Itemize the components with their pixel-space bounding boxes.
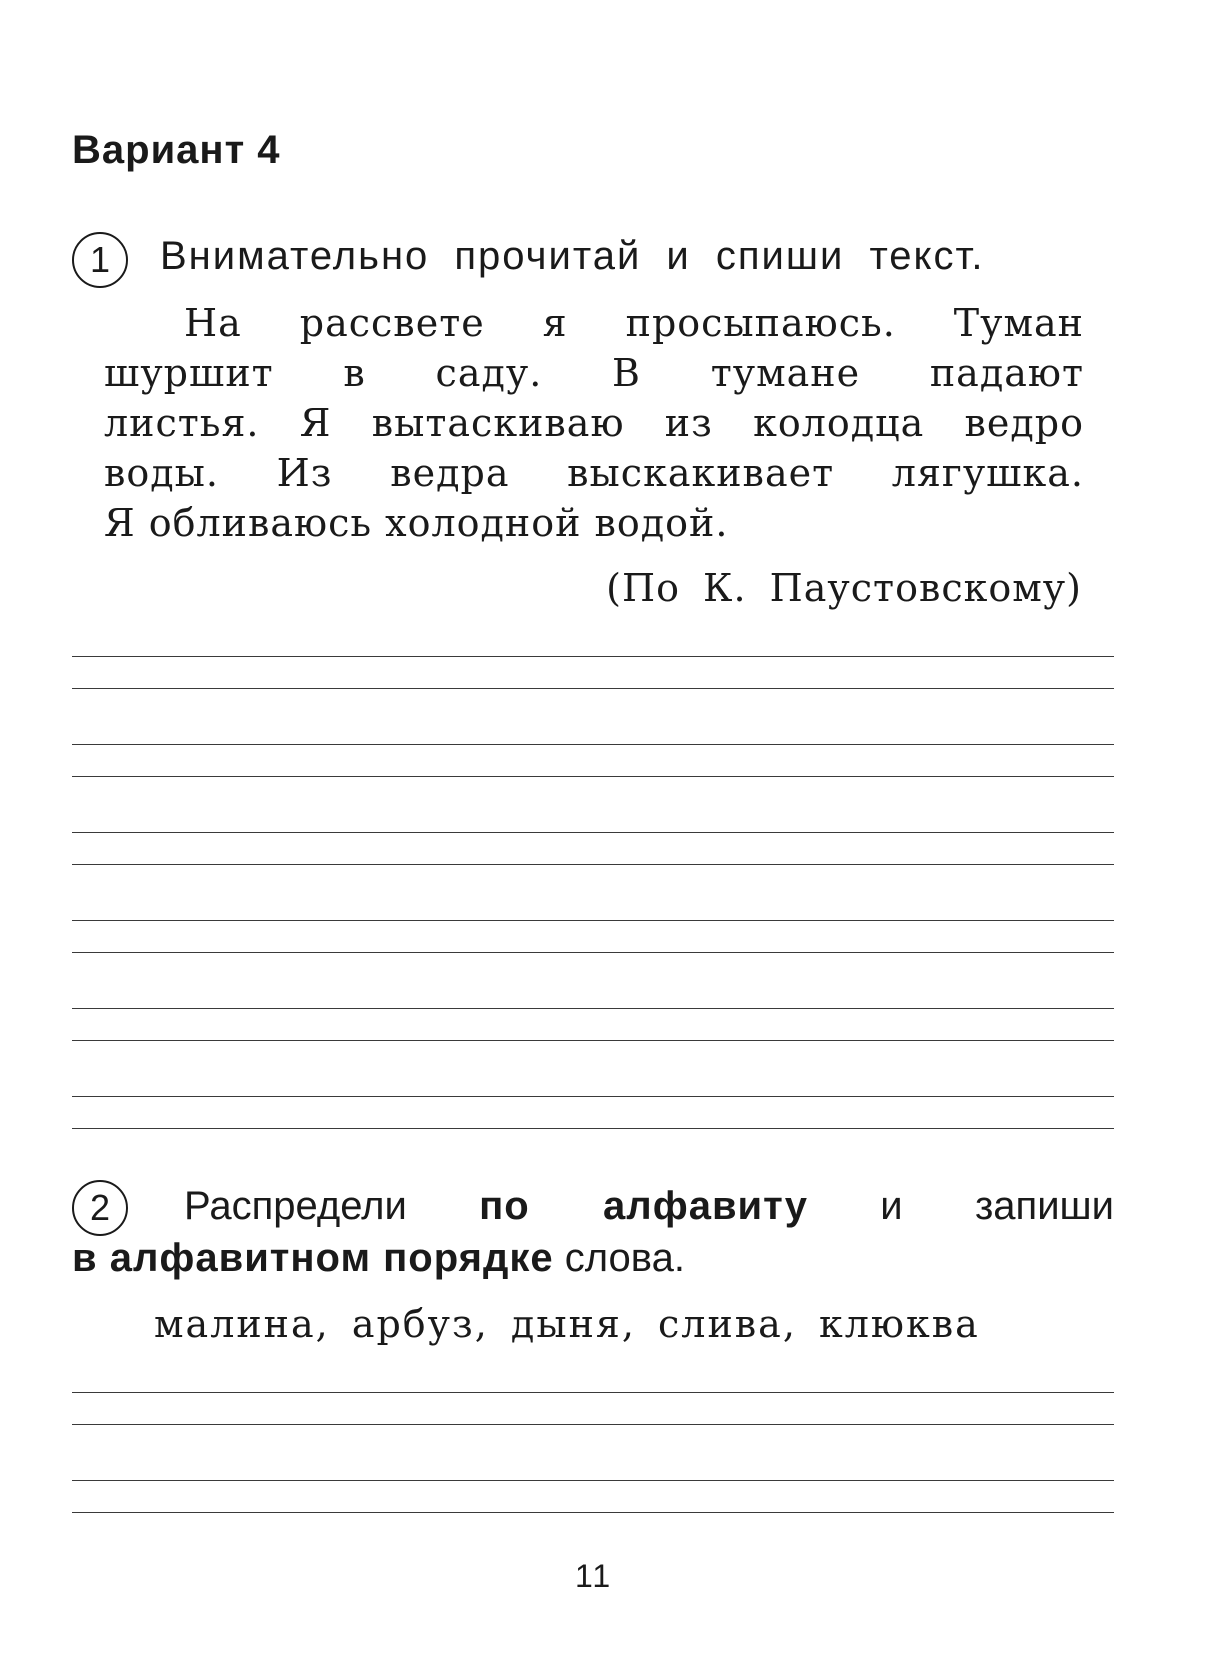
task-2-number: 2 (72, 1180, 128, 1236)
passage-line: Я обливаюсь холодной водой. (104, 501, 729, 545)
task-1-number: 1 (72, 232, 128, 288)
passage-line: воды. Из ведра выскакивает лягушка. (104, 451, 1084, 495)
writing-line (72, 656, 1114, 657)
writing-line (72, 1128, 1114, 1129)
writing-line (72, 832, 1114, 833)
page-number: 11 (575, 1558, 613, 1594)
writing-line (72, 920, 1114, 921)
task-2-writing-area[interactable] (72, 1392, 1114, 1522)
writing-line (72, 688, 1114, 689)
task-2-word: Распредели (184, 1184, 407, 1228)
writing-line (72, 1096, 1114, 1097)
writing-line (72, 1512, 1114, 1513)
writing-line (72, 1040, 1114, 1041)
writing-line (72, 1480, 1114, 1481)
passage-line: шуршит в саду. В тумане падают (104, 351, 1084, 395)
writing-line (72, 952, 1114, 953)
task-2-emphasis: по алфавиту (479, 1184, 808, 1228)
writing-line (72, 776, 1114, 777)
task-2-word-list: малина, арбуз, дыня, слива, клюква (154, 1302, 980, 1346)
task-2-word: запиши (974, 1184, 1114, 1228)
task-2-emphasis: в алфавитном порядке (72, 1236, 554, 1280)
task-1-writing-area[interactable] (72, 656, 1114, 1076)
passage-source: (По К. Паустовскому) (606, 566, 1082, 610)
writing-line (72, 1392, 1114, 1393)
passage-line: На рассвете я просыпаюсь. Туман (184, 301, 1084, 345)
task-2-word: слова. (564, 1236, 685, 1280)
task-2-instruction (72, 1180, 1114, 1284)
writing-line (72, 864, 1114, 865)
passage-line: листья. Я вытаскиваю из колодца ведро (104, 401, 1084, 445)
variant-title: Вариант 4 (72, 128, 281, 172)
task-2-word: и (880, 1184, 903, 1228)
writing-line (72, 1008, 1114, 1009)
task-1-instruction: Внимательно прочитай и спиши текст. (160, 234, 985, 278)
task-1-passage (104, 298, 1084, 548)
writing-line (72, 744, 1114, 745)
task-1-writing-area-continued[interactable] (72, 1096, 1114, 1136)
writing-line (72, 1424, 1114, 1425)
